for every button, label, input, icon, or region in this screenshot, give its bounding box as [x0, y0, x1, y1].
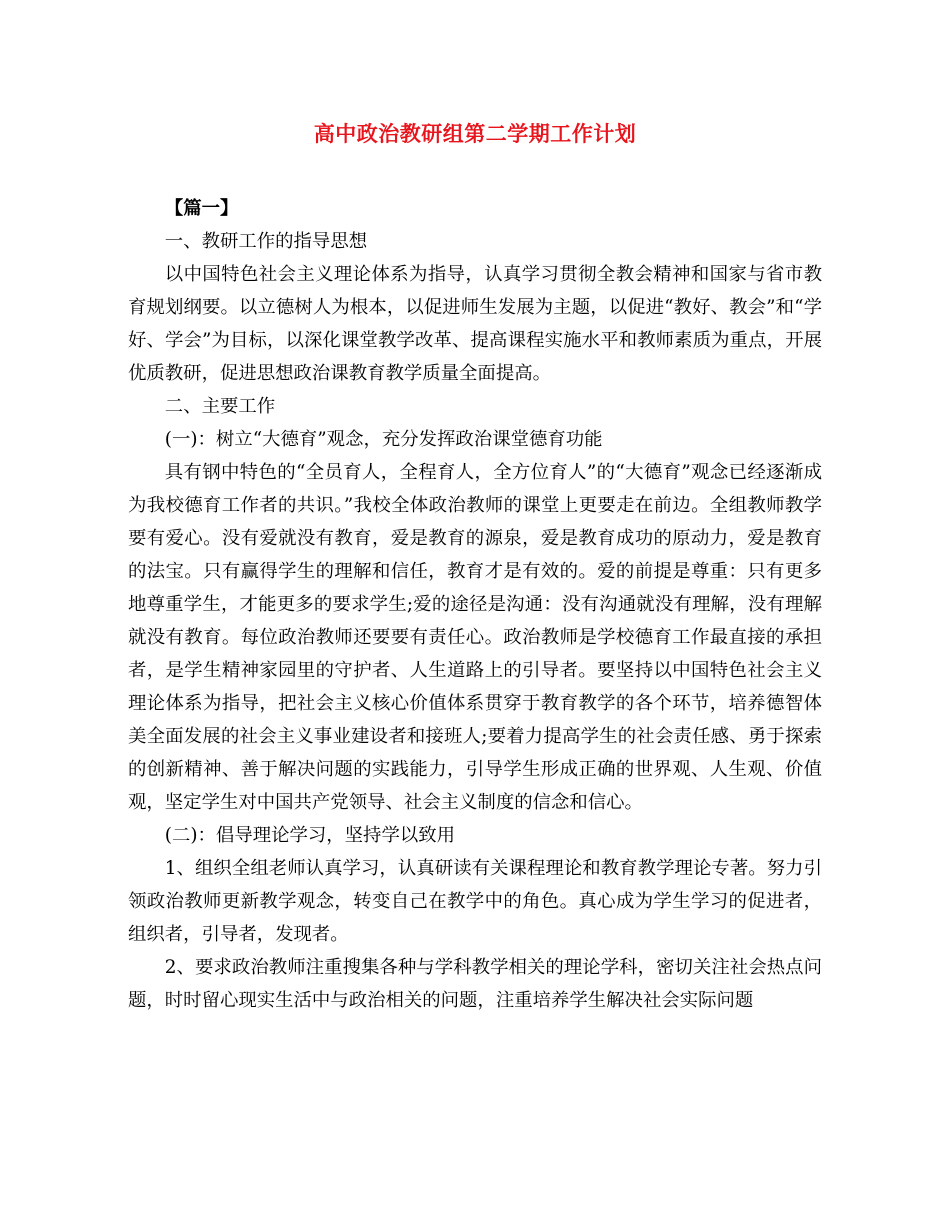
paragraph-item-1: 1、组织全组老师认真学习，认真研读有关课程理论和教育教学理论专著。努力引领政治教师更新教学观念，转变自己在教学中的角色。真心成为学生学习的促进者，组织者，引导者，发现者。: [128, 858, 822, 945]
section-label: 【篇一】: [164, 198, 239, 219]
paragraph-item-2: 2、要求政治教师注重搜集各种与学科教学相关的理论学科，密切关注社会热点问题，时时留心现实生活中与政治相关的问题，注重培养学生解决社会实际问题: [128, 957, 822, 1011]
document-title: 高中政治教研组第二学期工作计划: [313, 121, 637, 146]
document-body: [128, 192, 822, 1017]
section-heading-guiding-thought: 一、教研工作的指导思想: [164, 231, 368, 252]
paragraph-moral-education: 具有钢中特色的“全员育人，全程育人，全方位育人”的“大德育”观念已经逐渐成为我校德育工作者的共识。”我校全体政治教师的课堂上更要走在前边。全组教师教学要有爱心。没有爱就没有教育，爱是教育的源泉，爱是教育成功的原动力，爱是教育的法宝。只有赢得学生的理解和信任，教育才是有效的。爱的前提是尊重：只有更多地尊重学生，才能更多的要求学生;爱的途径是沟通：没有沟通就没有理解，没有理解就没有教育。每位政治教师还要要有责任心。政治教师是学校德育工作最直接的承担者，是学生精神家园里的守护者、人生道路上的引导者。要坚持以中国特色社会主义理论体系为指导，把社会主义核心价值体系贯穿于教育教学的各个环节，培养德智体美全面发展的社会主义事业建设者和接班人;要着力提高学生的社会责任感、勇于探索的创新精神、善于解决问题的实践能力，引导学生形成正确的世界观、人生观、价值观，坚定学生对中国共产党领导、社会主义制度的信念和信心。: [128, 462, 822, 813]
section-heading-main-work: 二、主要工作: [164, 396, 276, 417]
subheading-theory-study: (二)：倡导理论学习，坚持学以致用: [164, 825, 456, 846]
subheading-moral-education: (一)：树立“大德育”观念，充分发挥政治课堂德育功能: [164, 429, 603, 450]
paragraph-guiding-thought: 以中国特色社会主义理论体系为指导，认真学习贯彻全教会精神和国家与省市教育规划纲要。以立德树人为根本，以促进师生发展为主题，以促进“教好、教会”和“学好、学会”为目标，以深化课堂教学改革、提高课程实施水平和教师素质为重点，开展优质教研，促进思想政治课教育教学质量全面提高。: [128, 264, 822, 384]
